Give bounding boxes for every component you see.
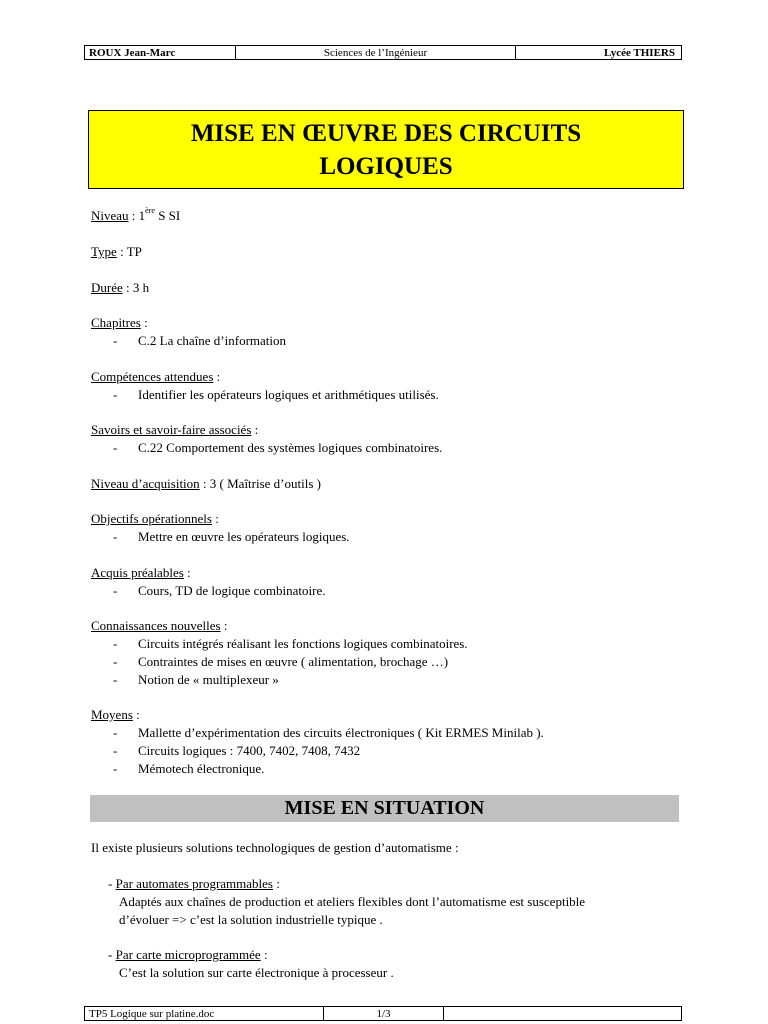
type-value: : TP: [116, 244, 142, 259]
niveau-value-suffix: S SI: [154, 208, 181, 223]
objectifs-list: [113, 528, 350, 546]
niveau-value-prefix: : 1: [128, 208, 146, 223]
duree-label: Durée: [91, 280, 123, 295]
automates-line-1: Adaptés aux chaînes de production et ateliers flexibles dont l’automatisme est susceptible: [119, 894, 586, 909]
moyens-item-0: Mallette d’expérimentation des circuits électroniques ( Kit ERMES Minilab ).: [138, 725, 544, 740]
duree-line: [91, 279, 691, 297]
acquis-colon: :: [183, 565, 191, 580]
automates-colon: :: [273, 876, 280, 891]
acquisition-label: Niveau d’acquisition: [91, 476, 200, 491]
competences-list: [113, 386, 439, 404]
list-item: - Circuits intégrés réalisant les fonctions logiques combinatoires.: [113, 636, 468, 651]
moyens-colon: :: [132, 707, 140, 722]
section-heading-text: MISE EN SITUATION: [284, 797, 485, 819]
list-item: - Cours, TD de logique combinatoire.: [113, 583, 326, 598]
connaissances-item-2: Notion de « multiplexeur »: [138, 672, 279, 687]
carte-colon: :: [260, 947, 268, 962]
moyens-label: Moyens: [91, 707, 133, 722]
carte-prefix: -: [108, 947, 116, 962]
niveau-sup: ère: [145, 206, 155, 215]
savoirs-label: Savoirs et savoir-faire associés: [91, 422, 252, 437]
carte-heading: [108, 946, 708, 964]
carte-label: Par carte microprogrammée: [115, 947, 261, 962]
moyens-list: [113, 724, 544, 778]
automates-label: Par automates programmables: [115, 876, 273, 891]
acquisition-line: [91, 475, 691, 493]
footer-filename: TP5 Logique sur platine.doc: [85, 1007, 324, 1020]
header-subject: Sciences de l’Ingénieur: [236, 46, 516, 59]
automates-line-2: d’évoluer => c’est la solution industrielle typique .: [119, 912, 383, 927]
acquis-heading: [91, 564, 691, 582]
moyens-item-2: Mémotech électronique.: [138, 761, 265, 776]
type-line: [91, 243, 691, 261]
savoirs-list: [113, 439, 442, 457]
automates-prefix: -: [108, 876, 116, 891]
document-title-box: [88, 110, 684, 189]
list-item: - C.22 Comportement des systèmes logiques combinatoires.: [113, 440, 443, 455]
document-title: MISE EN ŒUVRE DES CIRCUITS LOGIQUES: [190, 119, 582, 180]
list-item: - Mémotech électronique.: [113, 761, 265, 776]
acquis-item-0: Cours, TD de logique combinatoire.: [138, 583, 326, 598]
section-heading-mise-en-situation: [90, 795, 679, 822]
niveau-label: Niveau: [91, 208, 129, 223]
competences-colon: :: [213, 369, 221, 384]
footer-table: [84, 1006, 682, 1021]
moyens-heading: [91, 706, 691, 724]
moyens-item-1: Circuits logiques : 7400, 7402, 7408, 7432: [138, 743, 361, 758]
objectifs-item-0: Mettre en œuvre les opérateurs logiques.: [138, 529, 350, 544]
connaissances-colon: :: [220, 618, 228, 633]
list-item: - Contraintes de mises en œuvre ( alimentation, brochage …): [113, 654, 449, 669]
chapitres-list: [113, 332, 286, 350]
connaissances-list: [113, 635, 468, 689]
automates-heading: [108, 875, 708, 893]
niveau-line: [91, 207, 691, 225]
header-author: ROUX Jean-Marc: [85, 46, 236, 59]
list-item: - Mettre en œuvre les opérateurs logiques.: [113, 529, 350, 544]
header-table: [84, 45, 682, 60]
chapitres-label: Chapitres: [91, 315, 141, 330]
connaissances-item-1: Contraintes de mises en œuvre ( alimentation, brochage …): [138, 654, 449, 669]
duree-value: : 3 h: [122, 280, 150, 295]
competences-heading: [91, 368, 691, 386]
chapitres-colon: :: [140, 315, 148, 330]
situation-intro: Il existe plusieurs solutions technologiques de gestion d’automatisme :: [91, 840, 459, 855]
list-item: - Circuits logiques : 7400, 7402, 7408, 7432: [113, 743, 361, 758]
list-item: - C.2 La chaîne d’information: [113, 333, 287, 348]
connaissances-item-0: Circuits intégrés réalisant les fonctions logiques combinatoires.: [138, 636, 468, 651]
savoirs-colon: :: [251, 422, 259, 437]
connaissances-label: Connaissances nouvelles: [91, 618, 221, 633]
carte-line-1: C’est la solution sur carte électronique à processeur .: [119, 965, 394, 980]
competences-label: Compétences attendues: [91, 369, 214, 384]
savoirs-heading: [91, 421, 691, 439]
acquis-label: Acquis préalables: [91, 565, 184, 580]
objectifs-heading: [91, 510, 691, 528]
footer-page-number: 1/3: [324, 1007, 444, 1020]
competences-item-0: Identifier les opérateurs logiques et arithmétiques utilisés.: [138, 387, 439, 402]
list-item: - Identifier les opérateurs logiques et arithmétiques utilisés.: [113, 387, 439, 402]
chapitres-heading: [91, 314, 691, 332]
chapitres-item-0: C.2 La chaîne d’information: [138, 333, 287, 348]
acquisition-value: : 3 ( Maîtrise d’outils ): [199, 476, 321, 491]
list-item: - Notion de « multiplexeur »: [113, 672, 279, 687]
list-item: - Mallette d’expérimentation des circuits électroniques ( Kit ERMES Minilab ).: [113, 725, 544, 740]
connaissances-heading: [91, 617, 691, 635]
savoirs-item-0: C.22 Comportement des systèmes logiques combinatoires.: [138, 440, 443, 455]
footer-extra: [444, 1007, 681, 1020]
objectifs-colon: :: [211, 511, 219, 526]
type-label: Type: [91, 244, 117, 259]
objectifs-label: Objectifs opérationnels: [91, 511, 212, 526]
acquis-list: [113, 582, 326, 600]
header-school: Lycée THIERS: [603, 47, 675, 59]
